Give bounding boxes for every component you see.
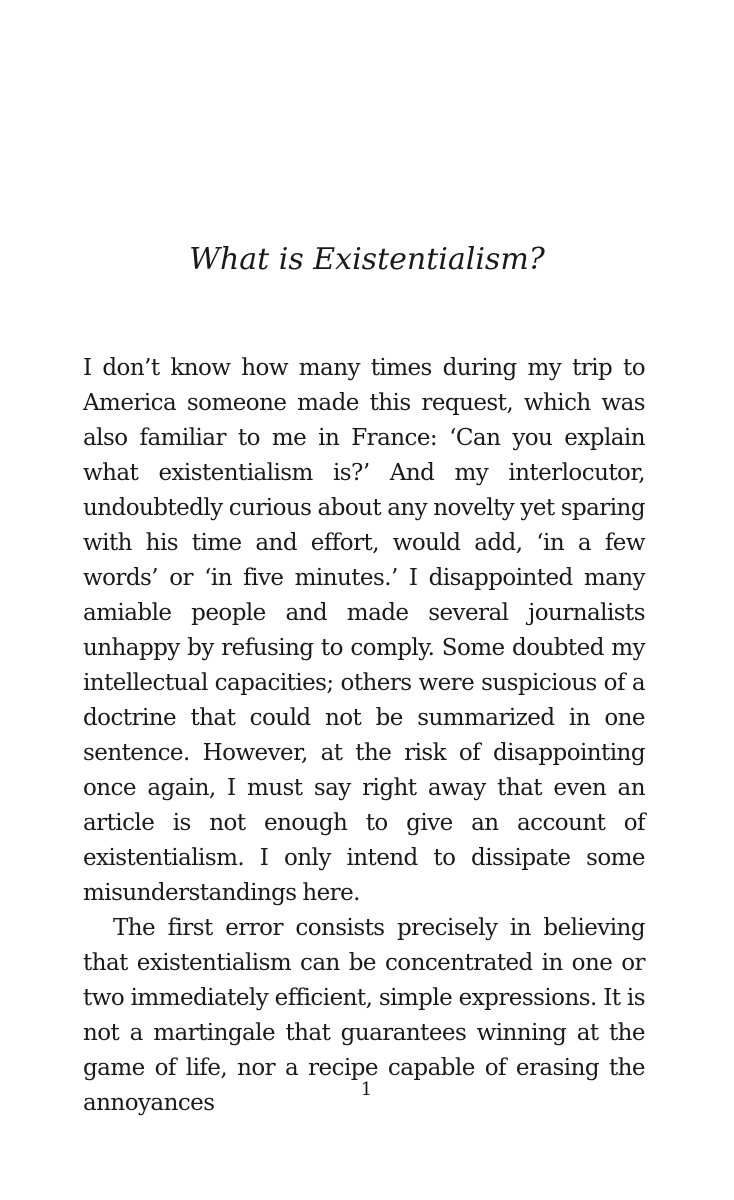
body-text: [83, 351, 645, 1121]
chapter-title: What is Existentialism?: [189, 242, 545, 277]
paragraph-2: The first error consists precisely in believing that existentialism can be concentrated in one or two immediately efficient, simple expressions. It is not a martingale that guarantees winning at the game of life, nor a recipe capable of erasing the annoyances: [83, 915, 645, 1116]
page-number: 1: [360, 1079, 374, 1100]
paragraph-1: I don’t know how many times during my trip to America someone made this request, which was also familiar to me in France: ‘Can you explain what existentialism is?’ And my interlocutor, undoubtedly curious about any novelty yet sparing with his time and effort, would add, ‘in a few words’ or ‘in five minutes.’ I disappointed many amiable people and made several journalists unhappy by refusing to comply. Some doubted my intellectual capacities; others were suspicious of a doctrine that could not be summarized in one sentence. However, at the risk of disappointing once again, I must say right away that even an article is not enough to give an account of existentialism. I only intend to dissipate some misunderstandings here.: [83, 355, 645, 906]
